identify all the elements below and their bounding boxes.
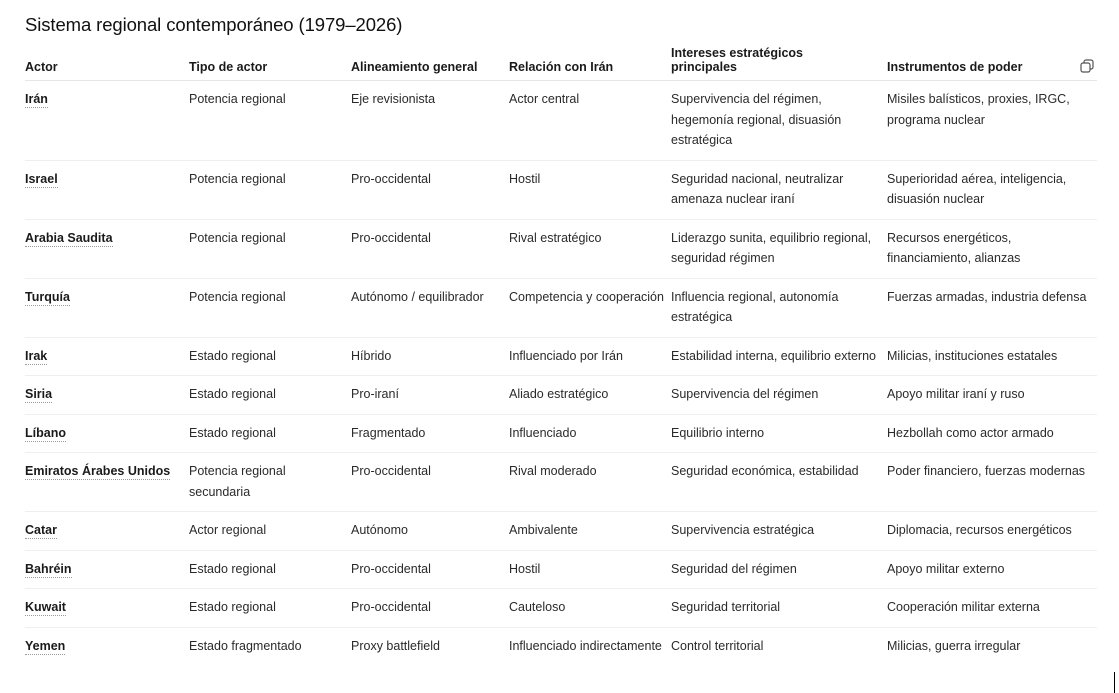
- header-tipo: Tipo de actor: [189, 46, 351, 81]
- actor-cell: [25, 589, 189, 628]
- relacion-cell: Actor central: [509, 81, 671, 161]
- header-instrumentos-label: Instrumentos de poder: [887, 60, 1023, 74]
- actor-link[interactable]: Irán: [25, 92, 48, 106]
- alineamiento-cell: Pro-occidental: [351, 160, 509, 219]
- instrumentos-cell: Cooperación militar externa: [887, 589, 1097, 628]
- alineamiento-cell: Fragmentado: [351, 414, 509, 453]
- relacion-cell: Ambivalente: [509, 512, 671, 551]
- alineamiento-cell: Pro-occidental: [351, 453, 509, 512]
- instrumentos-cell: Milicias, instituciones estatales: [887, 337, 1097, 376]
- tipo-cell: Potencia regional: [189, 278, 351, 337]
- alineamiento-cell: Híbrido: [351, 337, 509, 376]
- instrumentos-cell: Apoyo militar externo: [887, 550, 1097, 589]
- header-alineamiento: Alineamiento general: [351, 46, 509, 81]
- instrumentos-cell: Superioridad aérea, inteligencia, disuasión nuclear: [887, 160, 1097, 219]
- intereses-cell: Seguridad nacional, neutralizar amenaza nuclear iraní: [671, 160, 887, 219]
- intereses-cell: Equilibrio interno: [671, 414, 887, 453]
- relacion-cell: Rival moderado: [509, 453, 671, 512]
- intereses-cell: Supervivencia del régimen, hegemonía regional, disuasión estratégica: [671, 81, 887, 161]
- alineamiento-cell: Proxy battlefield: [351, 638, 440, 653]
- tipo-cell: Estado regional: [189, 414, 351, 453]
- actor-cell: [25, 160, 189, 219]
- intereses-cell: Estabilidad interna, equilibrio externo: [671, 337, 887, 376]
- intereses-cell: Supervivencia del régimen: [671, 376, 887, 415]
- instrumentos-cell: Apoyo militar iraní y ruso: [887, 376, 1097, 415]
- page-title: Sistema regional contemporáneo (1979–2026): [25, 14, 403, 35]
- header-intereses-label: Intereses estratégicos principales: [671, 46, 804, 74]
- header-relacion: Relación con Irán: [509, 46, 671, 81]
- relacion-cell: Rival estratégico: [509, 219, 671, 278]
- intereses-cell: Supervivencia estratégica: [671, 512, 887, 551]
- actor-cell: [25, 376, 189, 415]
- header-instrumentos: [887, 46, 1097, 81]
- alineamiento-cell: Autónomo: [351, 512, 509, 551]
- table-row: [25, 512, 1097, 551]
- actor-cell: [25, 81, 189, 161]
- actor-link[interactable]: Irak: [25, 348, 48, 363]
- instrumentos-cell: Diplomacia, recursos energéticos: [887, 512, 1097, 551]
- copy-icon[interactable]: [1079, 58, 1095, 74]
- actor-cell: [25, 337, 189, 376]
- instrumentos-cell: Fuerzas armadas, industria defensa: [887, 278, 1097, 337]
- relacion-cell: Hostil: [509, 160, 671, 219]
- table-row: [25, 219, 1097, 278]
- table-row: [25, 627, 1097, 665]
- intereses-cell: Seguridad territorial: [671, 589, 887, 628]
- alineamiento-cell: Pro-iraní: [351, 376, 509, 415]
- text-cursor: [1114, 672, 1115, 693]
- relacion-cell: Influenciado por Irán: [509, 337, 671, 376]
- actors-table: [25, 46, 1097, 665]
- actor-link[interactable]: Bahréin: [25, 561, 72, 576]
- actor-cell: [25, 414, 189, 453]
- table-row: [25, 376, 1097, 415]
- tipo-cell: Estado regional: [189, 376, 351, 415]
- alineamiento-cell: Pro-occidental: [351, 589, 509, 628]
- header-actor: Actor: [25, 46, 189, 81]
- relacion-cell: Cauteloso: [509, 589, 671, 628]
- instrumentos-cell: Milicias, guerra irregular: [887, 638, 1021, 653]
- tipo-cell: Potencia regional: [189, 160, 351, 219]
- alineamiento-cell: Pro-occidental: [351, 550, 509, 589]
- intereses-cell: Liderazgo sunita, equilibrio regional, seguridad régimen: [671, 219, 887, 278]
- actor-link[interactable]: Israel: [25, 171, 58, 186]
- instrumentos-cell: Hezbollah como actor armado: [887, 414, 1097, 453]
- tipo-cell: Potencia regional: [189, 81, 351, 161]
- intereses-cell: Seguridad económica, estabilidad: [671, 453, 887, 512]
- actor-link[interactable]: Arabia Saudita: [25, 230, 113, 245]
- instrumentos-cell: Poder financiero, fuerzas modernas: [887, 453, 1097, 512]
- alineamiento-cell: Autónomo / equilibrador: [351, 278, 509, 337]
- actor-cell: [25, 550, 189, 589]
- actor-cell: [25, 512, 189, 551]
- table-row: [25, 160, 1097, 219]
- alineamiento-cell: Pro-occidental: [351, 219, 509, 278]
- actor-link[interactable]: Catar: [25, 523, 57, 537]
- actor-link[interactable]: Siria: [25, 387, 53, 401]
- actor-link[interactable]: Líbano: [25, 425, 66, 440]
- actor-cell: [25, 453, 189, 512]
- table-row: [25, 550, 1097, 589]
- actor-link[interactable]: Yemen: [25, 638, 66, 653]
- relacion-cell: Competencia y cooperación: [509, 278, 671, 337]
- instrumentos-cell: Recursos energéticos, financiamiento, alianzas: [887, 219, 1097, 278]
- relacion-cell: Influenciado indirectamente: [509, 638, 662, 653]
- tipo-cell: Actor regional: [189, 512, 351, 551]
- tipo-cell: Estado regional: [189, 550, 351, 589]
- header-intereses: [671, 46, 887, 81]
- table-row: [25, 453, 1097, 512]
- actor-link[interactable]: Kuwait: [25, 600, 66, 614]
- relacion-cell: Influenciado: [509, 414, 671, 453]
- table-row: [25, 589, 1097, 628]
- tipo-cell: Estado regional: [189, 589, 351, 628]
- intereses-cell: Influencia regional, autonomía estratégica: [671, 278, 887, 337]
- actor-cell: [25, 278, 189, 337]
- table-row: [25, 414, 1097, 453]
- table-row: [25, 81, 1097, 161]
- tipo-cell: Potencia regional: [189, 219, 351, 278]
- actor-cell: [25, 627, 189, 665]
- alineamiento-cell: Eje revisionista: [351, 81, 509, 161]
- table-header-row: [25, 46, 1097, 81]
- intereses-cell: Seguridad del régimen: [671, 550, 887, 589]
- actor-cell: [25, 219, 189, 278]
- actor-link[interactable]: Emiratos Árabes Unidos: [25, 464, 171, 478]
- tipo-cell: Potencia regional secundaria: [189, 453, 351, 512]
- actor-link[interactable]: Turquía: [25, 289, 70, 304]
- instrumentos-cell: Misiles balísticos, proxies, IRGC, programa nuclear: [887, 81, 1097, 161]
- relacion-cell: Hostil: [509, 550, 671, 589]
- tipo-cell: Estado fragmentado: [189, 638, 302, 653]
- table-row: [25, 337, 1097, 376]
- table-row: [25, 278, 1097, 337]
- intereses-cell: Control territorial: [671, 638, 764, 653]
- tipo-cell: Estado regional: [189, 337, 351, 376]
- relacion-cell: Aliado estratégico: [509, 376, 671, 415]
